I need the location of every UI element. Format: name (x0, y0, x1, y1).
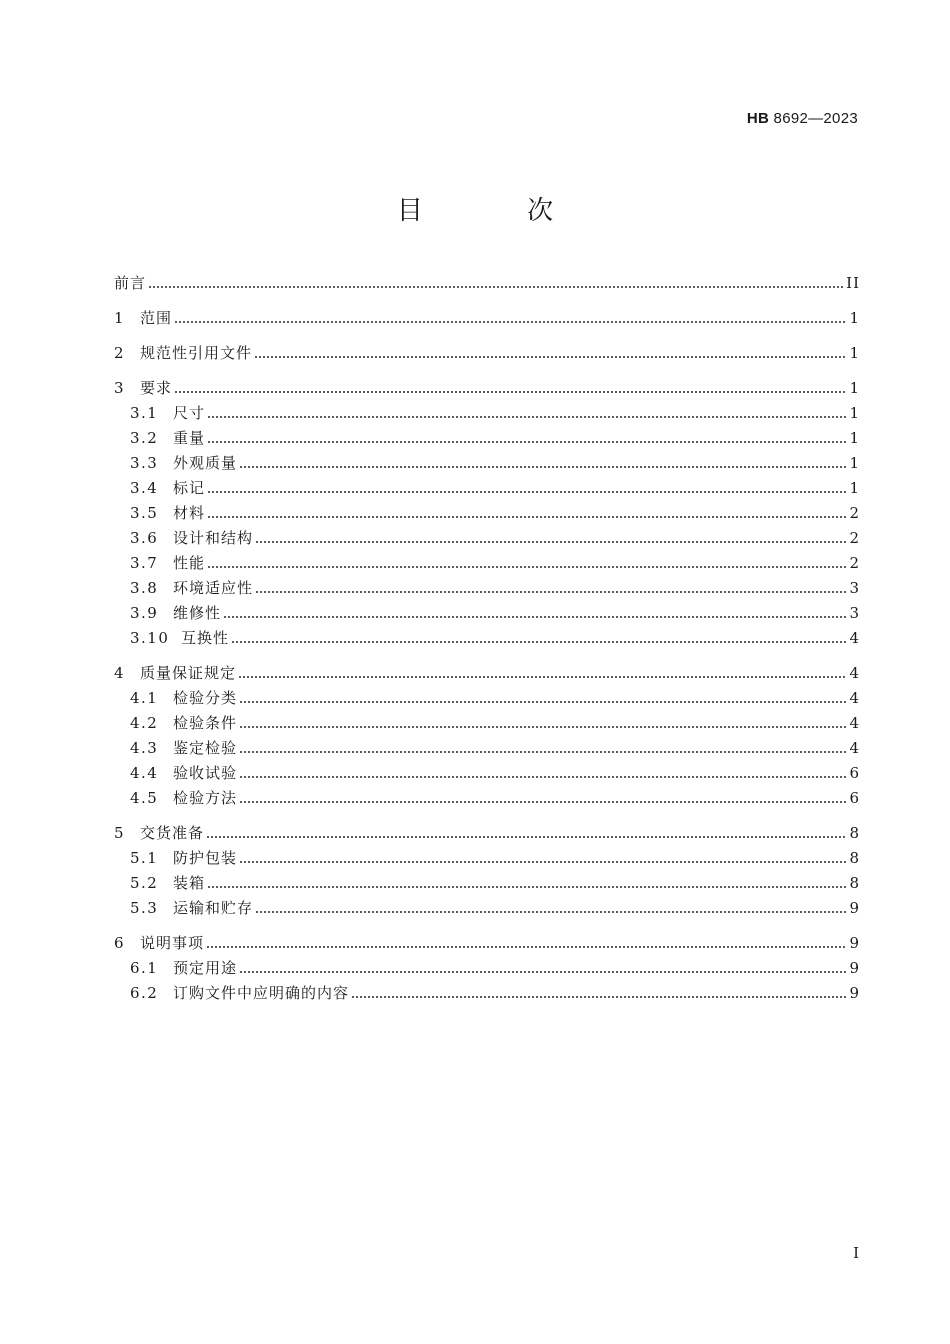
dot-leader (239, 466, 847, 468)
toc-entry-title: 材料 (173, 504, 206, 522)
toc-entry-page: 1 (849, 344, 860, 362)
toc-entry-page: 8 (849, 824, 860, 842)
toc-entry[interactable] (114, 376, 860, 401)
toc-entry-number: 4.3 (130, 739, 159, 757)
page-number: I (853, 1244, 859, 1262)
dot-leader (223, 616, 847, 618)
table-of-contents (114, 271, 860, 1006)
dot-leader (148, 286, 844, 288)
toc-entry-number: 6.2 (130, 984, 159, 1002)
toc-entry-title: 前言 (114, 274, 147, 292)
toc-entry-number: 3.2 (130, 429, 159, 447)
toc-entry[interactable] (114, 871, 860, 896)
toc-entry-page: 1 (849, 454, 860, 472)
toc-entry-number: 3.1 (130, 404, 159, 422)
toc-entry-page: 4 (849, 629, 860, 647)
toc-entry-page: 3 (849, 579, 860, 597)
toc-entry-number: 5.1 (130, 849, 159, 867)
toc-entry[interactable] (114, 626, 860, 651)
toc-entry-title: 维修性 (173, 604, 222, 622)
dot-leader (239, 971, 847, 973)
toc-entry-number: 4.5 (130, 789, 159, 807)
dot-leader (255, 541, 847, 543)
toc-entry[interactable] (114, 306, 860, 331)
toc-entry[interactable] (114, 896, 860, 921)
toc-entry-title: 外观质量 (173, 454, 238, 472)
dot-leader (207, 566, 847, 568)
toc-entry[interactable] (114, 476, 860, 501)
toc-entry[interactable] (114, 601, 860, 626)
toc-entry-page: 1 (849, 429, 860, 447)
dot-leader (239, 751, 847, 753)
toc-entry[interactable] (114, 761, 860, 786)
toc-entry-page: 1 (849, 379, 860, 397)
toc-entry-page: 2 (849, 529, 860, 547)
toc-entry[interactable] (114, 846, 860, 871)
toc-entry-number: 3.8 (130, 579, 159, 597)
toc-entry-title: 说明事项 (140, 934, 205, 952)
toc-entry-page: 4 (849, 714, 860, 732)
dot-leader (239, 801, 847, 803)
dot-leader (174, 391, 847, 393)
toc-entry[interactable] (114, 786, 860, 811)
toc-entry-number: 3.4 (130, 479, 159, 497)
toc-entry-number: 4.4 (130, 764, 159, 782)
toc-entry-page: 6 (849, 789, 860, 807)
dot-leader (255, 911, 847, 913)
toc-entry-title: 互换性 (181, 629, 230, 647)
toc-entry-title: 要求 (140, 379, 173, 397)
toc-entry-page: 1 (849, 479, 860, 497)
toc-entry-page: 9 (849, 984, 860, 1002)
toc-entry-page: 8 (849, 849, 860, 867)
toc-entry[interactable] (114, 821, 860, 846)
toc-entry-page: 9 (849, 899, 860, 917)
toc-entry[interactable] (114, 426, 860, 451)
dot-leader (207, 441, 847, 443)
dot-leader (351, 996, 847, 998)
toc-entry-title: 检验方法 (173, 789, 238, 807)
toc-entry[interactable] (114, 931, 860, 956)
toc-entry-title: 鉴定检验 (173, 739, 238, 757)
dot-leader (207, 886, 847, 888)
toc-entry[interactable] (114, 451, 860, 476)
toc-entry-number: 4.1 (130, 689, 159, 707)
toc-entry-number: 3.9 (130, 604, 159, 622)
toc-entry-number: 5 (114, 824, 124, 842)
dot-leader (239, 861, 847, 863)
toc-entry-title: 标记 (173, 479, 206, 497)
toc-entry-page: 4 (849, 739, 860, 757)
dot-leader (207, 491, 847, 493)
toc-entry-page: 4 (849, 689, 860, 707)
toc-entry[interactable] (114, 501, 860, 526)
toc-entry-title: 防护包装 (173, 849, 238, 867)
toc-entry[interactable] (114, 341, 860, 366)
dot-leader (254, 356, 847, 358)
toc-entry-title: 尺寸 (173, 404, 206, 422)
toc-entry[interactable] (114, 526, 860, 551)
toc-entry-title: 环境适应性 (173, 579, 254, 597)
toc-entry-page: II (846, 274, 860, 292)
toc-entry-title: 规范性引用文件 (140, 344, 253, 362)
toc-entry-title: 质量保证规定 (140, 664, 237, 682)
dot-leader (207, 516, 847, 518)
toc-entry[interactable] (114, 661, 860, 686)
toc-entry-number: 3.7 (130, 554, 159, 572)
dot-leader (206, 946, 847, 948)
toc-entry-number: 1 (114, 309, 124, 327)
toc-entry-page: 1 (849, 309, 860, 327)
toc-entry-page: 8 (849, 874, 860, 892)
toc-entry[interactable] (114, 711, 860, 736)
dot-leader (207, 416, 847, 418)
toc-entry[interactable] (114, 981, 860, 1006)
toc-entry[interactable] (114, 736, 860, 761)
toc-entry-number: 4 (114, 664, 124, 682)
toc-entry-number: 5.2 (130, 874, 159, 892)
toc-entry[interactable] (114, 551, 860, 576)
toc-entry-number: 2 (114, 344, 124, 362)
toc-entry-title: 范围 (140, 309, 173, 327)
toc-entry-page: 2 (849, 554, 860, 572)
standard-code-number: 8692—2023 (773, 110, 858, 127)
toc-entry-page: 6 (849, 764, 860, 782)
toc-entry[interactable] (114, 401, 860, 426)
toc-entry-title: 性能 (173, 554, 206, 572)
toc-entry[interactable] (114, 956, 860, 981)
dot-leader (239, 776, 847, 778)
dot-leader (231, 641, 847, 643)
toc-entry[interactable] (114, 576, 860, 601)
toc-entry-number: 6 (114, 934, 124, 952)
dot-leader (255, 591, 847, 593)
toc-entry-page: 9 (849, 959, 860, 977)
page-title: 目 次 (396, 196, 602, 226)
toc-entry-title: 交货准备 (140, 824, 205, 842)
toc-entry[interactable] (114, 271, 860, 296)
toc-entry-page: 1 (849, 404, 860, 422)
dot-leader (238, 676, 847, 678)
toc-entry-number: 3.10 (130, 629, 170, 647)
toc-entry-title: 检验条件 (173, 714, 238, 732)
toc-entry-number: 3 (114, 379, 124, 397)
toc-entry-page: 2 (849, 504, 860, 522)
toc-entry-title: 设计和结构 (173, 529, 254, 547)
toc-entry-number: 3.3 (130, 454, 159, 472)
toc-entry-title: 重量 (173, 429, 206, 447)
toc-entry-page: 3 (849, 604, 860, 622)
toc-entry-number: 3.5 (130, 504, 159, 522)
toc-entry-number: 5.3 (130, 899, 159, 917)
standard-code-prefix: HB (746, 110, 770, 127)
toc-entry[interactable] (114, 686, 860, 711)
toc-entry-title: 预定用途 (173, 959, 238, 977)
toc-entry-title: 运输和贮存 (173, 899, 254, 917)
toc-entry-title: 订购文件中应明确的内容 (173, 984, 350, 1002)
dot-leader (174, 321, 847, 323)
dot-leader (239, 701, 847, 703)
toc-entry-page: 9 (849, 934, 860, 952)
toc-entry-number: 3.6 (130, 529, 159, 547)
toc-entry-number: 6.1 (130, 959, 159, 977)
toc-entry-title: 验收试验 (173, 764, 238, 782)
dot-leader (239, 726, 847, 728)
toc-entry-page: 4 (849, 664, 860, 682)
dot-leader (206, 836, 847, 838)
standard-code (747, 110, 858, 127)
toc-entry-title: 装箱 (173, 874, 206, 892)
toc-entry-title: 检验分类 (173, 689, 238, 707)
toc-entry-number: 4.2 (130, 714, 159, 732)
